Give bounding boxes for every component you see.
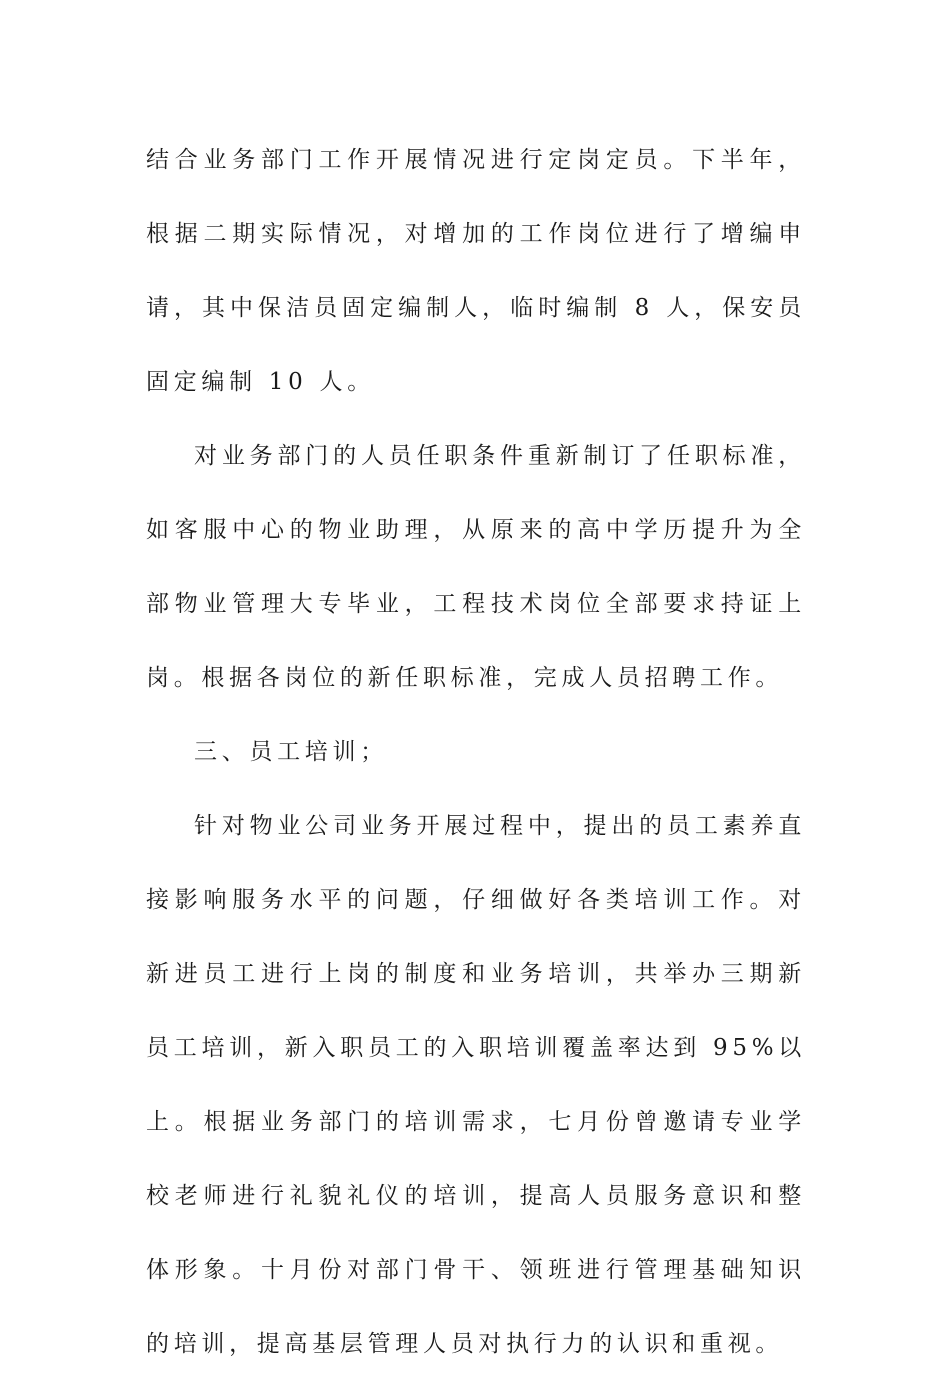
paragraph-job-standards: 对业务部门的人员任职条件重新制订了任职标准，如客服中心的物业助理，从原来的高中学历提升为全部物业管理大专毕业，工程技术岗位全部要求持证上岗。根据各岗位的新任职标准，完成人员招聘工作。: [146, 443, 806, 691]
paragraph-staffing: 结合业务部门工作开展情况进行定岗定员。下半年，根据二期实际情况，对增加的工作岗位进行了增编申请，其中保洁员固定编制人，临时编制 8 人，保安员固定编制 10 人。: [146, 147, 806, 395]
document-body: [146, 123, 806, 1381]
paragraph-training: 针对物业公司业务开展过程中，提出的员工素养直接影响服务水平的问题，仔细做好各类培训工作。对新进员工进行上岗的制度和业务培训，共举办三期新员工培训，新入职员工的入职培训覆盖率达到 95%以上。根据业务部门的培训需求，七月份曾邀请专业学校老师进行礼貌礼仪的培训，提高人员服务意识和整体形象。十月份对部门骨干、领班进行管理基础知识的培训，提高基层管理人员对执行力的认识和重视。: [146, 813, 806, 1357]
section-heading-training: 三、员工培训；: [194, 739, 388, 765]
